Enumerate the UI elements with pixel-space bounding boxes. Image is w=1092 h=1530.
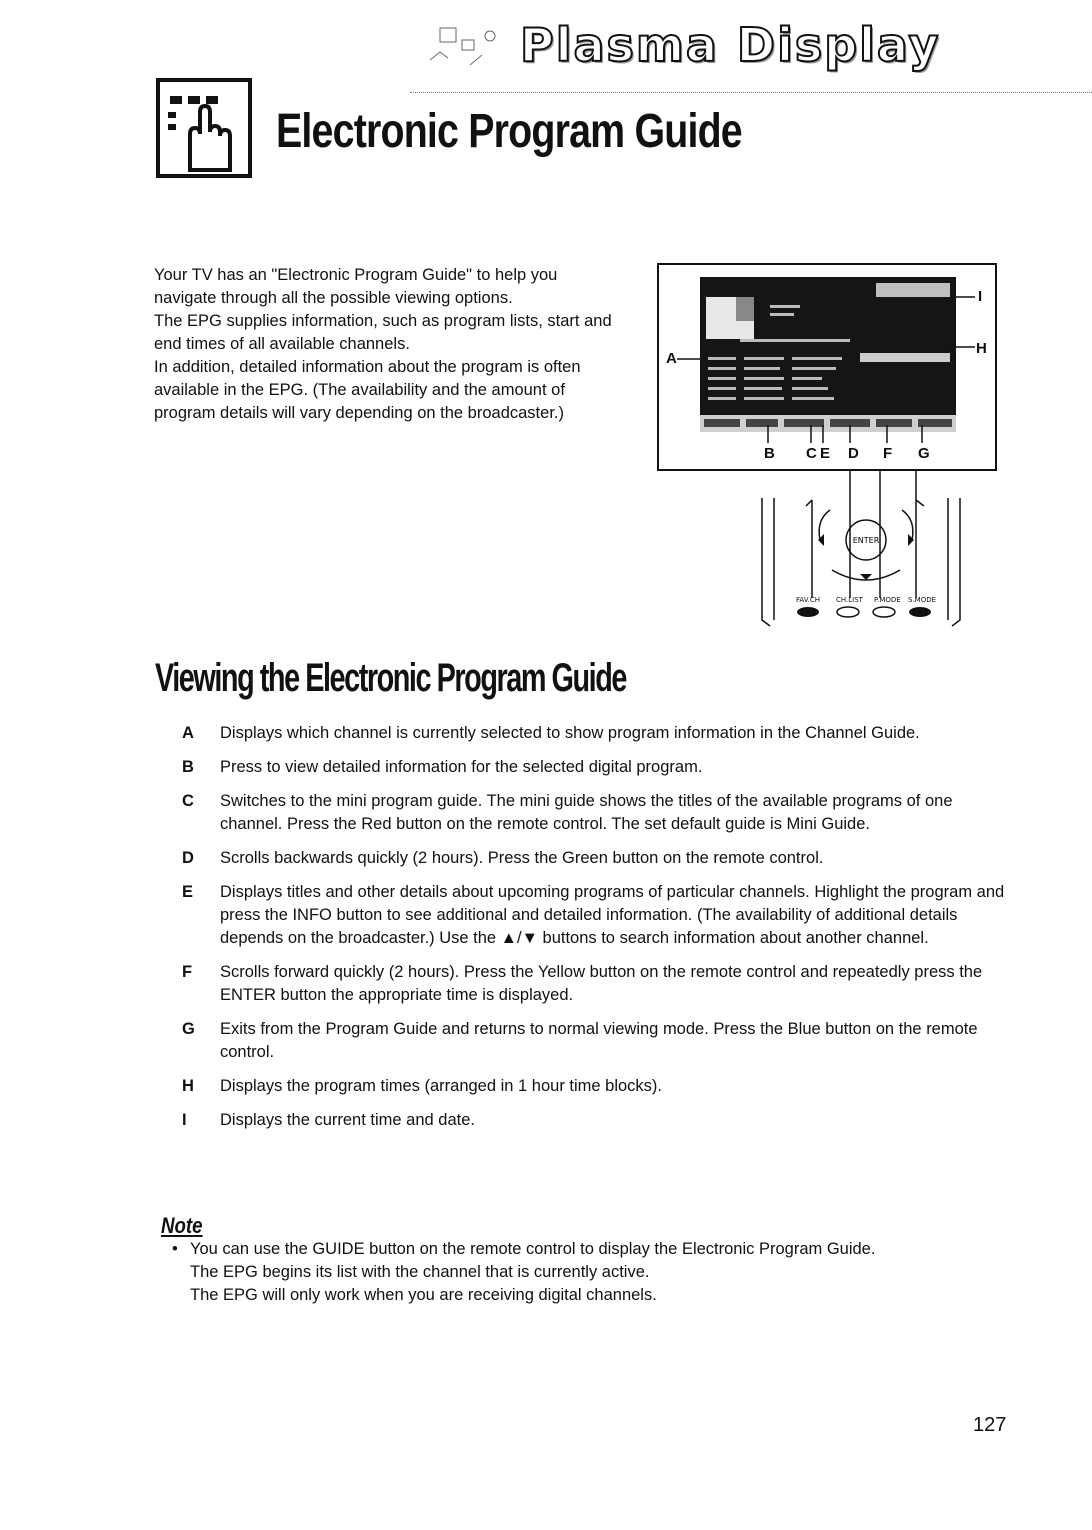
legend-text: Displays the current time and date.	[220, 1111, 475, 1129]
green-button	[837, 607, 859, 617]
intro-paragraph: The EPG supplies information, such as program lists, start and end times of all available channels.	[154, 312, 612, 353]
figure-callout-lines	[657, 263, 997, 471]
legend-item	[178, 756, 1018, 779]
legend-key: H	[182, 1077, 194, 1095]
legend-text: Switches to the mini program guide. The mini guide shows the titles of the available programs of one channel. Press the Red button on the remote control. The set default guide is Mini Guide.	[220, 792, 953, 833]
remote-control-illustration	[756, 470, 976, 630]
intro-paragraph: Your TV has an "Electronic Program Guide" to help you navigate through all the possible viewing options.	[154, 266, 558, 307]
figure-label-b: B	[764, 445, 775, 462]
p-mode-label: P.MODE	[874, 596, 901, 604]
brand-rule	[410, 92, 1092, 94]
legend-key: I	[182, 1111, 187, 1129]
legend-key: E	[182, 883, 194, 901]
legend-text: Displays titles and other details about upcoming programs of particular channels. Highlight the program and press the INFO button to see additional and detailed information. (The availability of additional details depends on the broadcaster.) Use the ▲/▼ buttons to search information about another channel.	[220, 883, 1005, 947]
legend-item	[178, 847, 1018, 870]
yellow-button	[873, 607, 895, 617]
legend-key: C	[182, 792, 194, 810]
hand-press-icon	[156, 78, 252, 178]
figure-label-f: F	[883, 445, 893, 462]
enter-button-label: ENTER	[852, 536, 880, 545]
red-button	[797, 607, 819, 617]
figure-label-i: I	[978, 288, 983, 305]
legend-key: D	[182, 849, 194, 867]
blue-button	[909, 607, 931, 617]
intro-text	[154, 264, 624, 425]
note-line: You can use the GUIDE button on the remote control to display the Electronic Program Guide.	[190, 1240, 876, 1258]
legend-list	[178, 722, 1018, 1143]
legend-item	[178, 1109, 1018, 1132]
page-title: Electronic Program Guide	[276, 105, 742, 158]
legend-key: F	[182, 963, 193, 981]
intro-paragraph: In addition, detailed information about the program is often available in the EPG. (The availability and the amount of program details will vary depending on the broadcaster.)	[154, 358, 581, 422]
legend-key: G	[182, 1020, 195, 1038]
note-line: The EPG begins its list with the channel that is currently active.	[190, 1263, 650, 1281]
page-number: 127	[973, 1414, 1007, 1436]
legend-text: Exits from the Program Guide and returns to normal viewing mode. Press the Blue button on the remote control.	[220, 1020, 978, 1061]
legend-item	[178, 1075, 1018, 1098]
ch-list-label: CH.LIST	[836, 596, 863, 604]
brand-title: Plasma Display	[520, 18, 941, 72]
legend-item	[178, 881, 1018, 950]
legend-item	[178, 722, 1018, 745]
figure-label-a: A	[666, 350, 677, 367]
figure-label-c: C	[806, 445, 817, 462]
figure-label-h: H	[976, 340, 987, 357]
legend-key: B	[182, 758, 194, 776]
figure-label-d: D	[848, 445, 859, 462]
fav-ch-label: FAV.CH	[796, 596, 820, 604]
legend-text: Press to view detailed information for the selected digital program.	[220, 758, 703, 776]
legend-key: A	[182, 724, 194, 742]
section-heading: Viewing the Electronic Program Guide	[155, 656, 626, 700]
legend-text: Scrolls forward quickly (2 hours). Press the Yellow button on the remote control and repeatedly press the ENTER button the appropriate time is displayed.	[220, 963, 983, 1004]
note-bullet: •	[172, 1240, 178, 1258]
legend-item	[178, 961, 1018, 1007]
legend-text: Scrolls backwards quickly (2 hours). Press the Green button on the remote control.	[220, 849, 824, 867]
legend-item	[178, 790, 1018, 836]
s-mode-label: S.MODE	[908, 596, 937, 604]
legend-text: Displays which channel is currently selected to show program information in the Channel Guide.	[220, 724, 920, 742]
note-line: The EPG will only work when you are receiving digital channels.	[190, 1286, 657, 1304]
note-title: Note	[161, 1213, 203, 1238]
note-body	[172, 1238, 992, 1307]
figure-label-e: E	[820, 445, 831, 462]
brand-decoration	[410, 10, 520, 90]
legend-text: Displays the program times (arranged in 1 hour time blocks).	[220, 1077, 663, 1095]
figure-label-g: G	[918, 445, 930, 462]
legend-item	[178, 1018, 1018, 1064]
